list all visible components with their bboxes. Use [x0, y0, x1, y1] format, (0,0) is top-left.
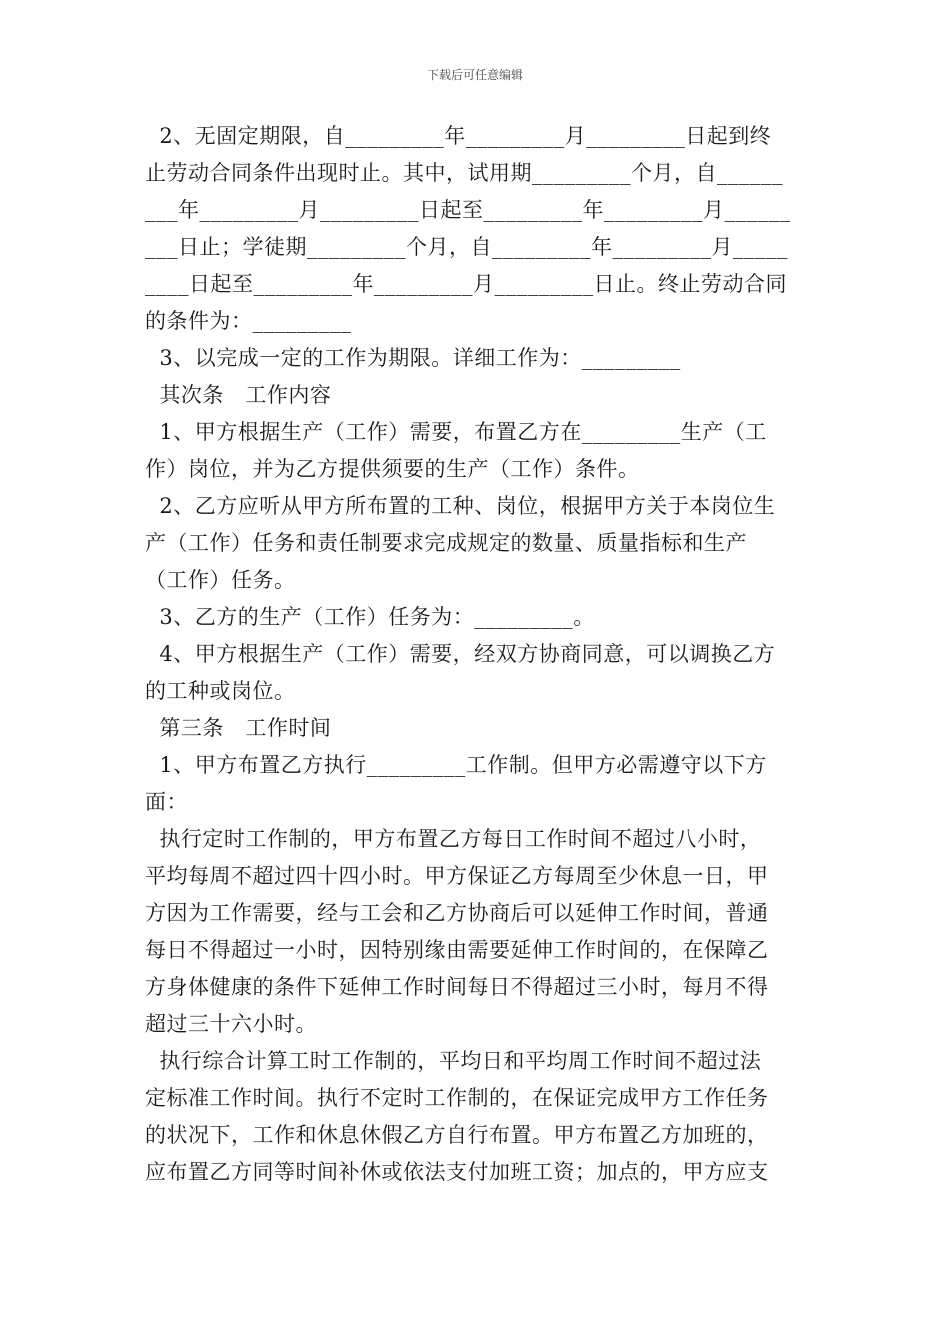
text-line: 执行综合计算工时工作制的，平均日和平均周工作时间不超过法	[145, 1049, 762, 1073]
text-line: 定标准工作时间。执行不定时工作制的，在保证完成甲方工作任务	[145, 1086, 769, 1110]
text-line: 2、无固定期限，自_________年_________月_________日起到终	[145, 124, 772, 148]
text-line: 产（工作）任务和责任制要求完成规定的数量、质量指标和生产	[145, 531, 747, 555]
text-line: 的状况下，工作和休息休假乙方自行布置。甲方布置乙方加班的，	[145, 1123, 769, 1147]
text-line: ___日止；学徒期_________个月，自_________年_________月_____	[145, 235, 788, 259]
text-line: 1、甲方根据生产（工作）需要，布置乙方在_________生产（工	[145, 420, 767, 444]
text-line: ___年_________月_________日起至_________年_________月______	[145, 198, 791, 222]
text-line: （工作）任务。	[145, 568, 296, 592]
text-line: 止劳动合同条件出现时止。其中，试用期_________个月，自______	[145, 161, 783, 185]
section-heading: 第三条 工作时间	[145, 716, 332, 740]
text-line: 的条件为：_________	[145, 309, 352, 333]
text-line: 应布置乙方同等时间补休或依法支付加班工资；加点的，甲方应支	[145, 1160, 769, 1184]
page-header: 下载后可任意编辑	[426, 68, 523, 82]
text-line: 4、甲方根据生产（工作）需要，经双方协商同意，可以调换乙方	[145, 642, 776, 666]
text-line: 方因为工作需要，经与工会和乙方协商后可以延伸工作时间，普通	[145, 901, 769, 925]
text-line: 作）岗位，并为乙方提供须要的生产（工作）条件。	[145, 457, 640, 481]
text-line: ____日起至_________年_________月_________日止。终止劳动合同	[145, 272, 787, 296]
text-line: 的工种或岗位。	[145, 679, 296, 703]
text-line: 3、乙方的生产（工作）任务为：_________。	[145, 605, 595, 629]
text-line: 3、以完成一定的工作为期限。详细工作为：_________	[145, 346, 681, 370]
text-line: 2、乙方应听从甲方所布置的工种、岗位，根据甲方关于本岗位生	[145, 494, 776, 518]
text-line: 面：	[145, 790, 188, 814]
section-heading: 其次条 工作内容	[145, 383, 332, 407]
text-line: 1、甲方布置乙方执行_________工作制。但甲方必需遵守以下方	[145, 753, 767, 777]
text-line: 方身体健康的条件下延伸工作时间每日不得超过三小时，每月不得	[145, 975, 769, 999]
text-line: 平均每周不超过四十四小时。甲方保证乙方每周至少休息一日，甲	[145, 864, 769, 888]
text-line: 执行定时工作制的，甲方布置乙方每日工作时间不超过八小时，	[145, 827, 762, 851]
text-line: 超过三十六小时。	[145, 1012, 317, 1036]
text-line: 每日不得超过一小时，因特别缘由需要延伸工作时间的，在保障乙	[145, 938, 769, 962]
document-body	[145, 118, 810, 1191]
